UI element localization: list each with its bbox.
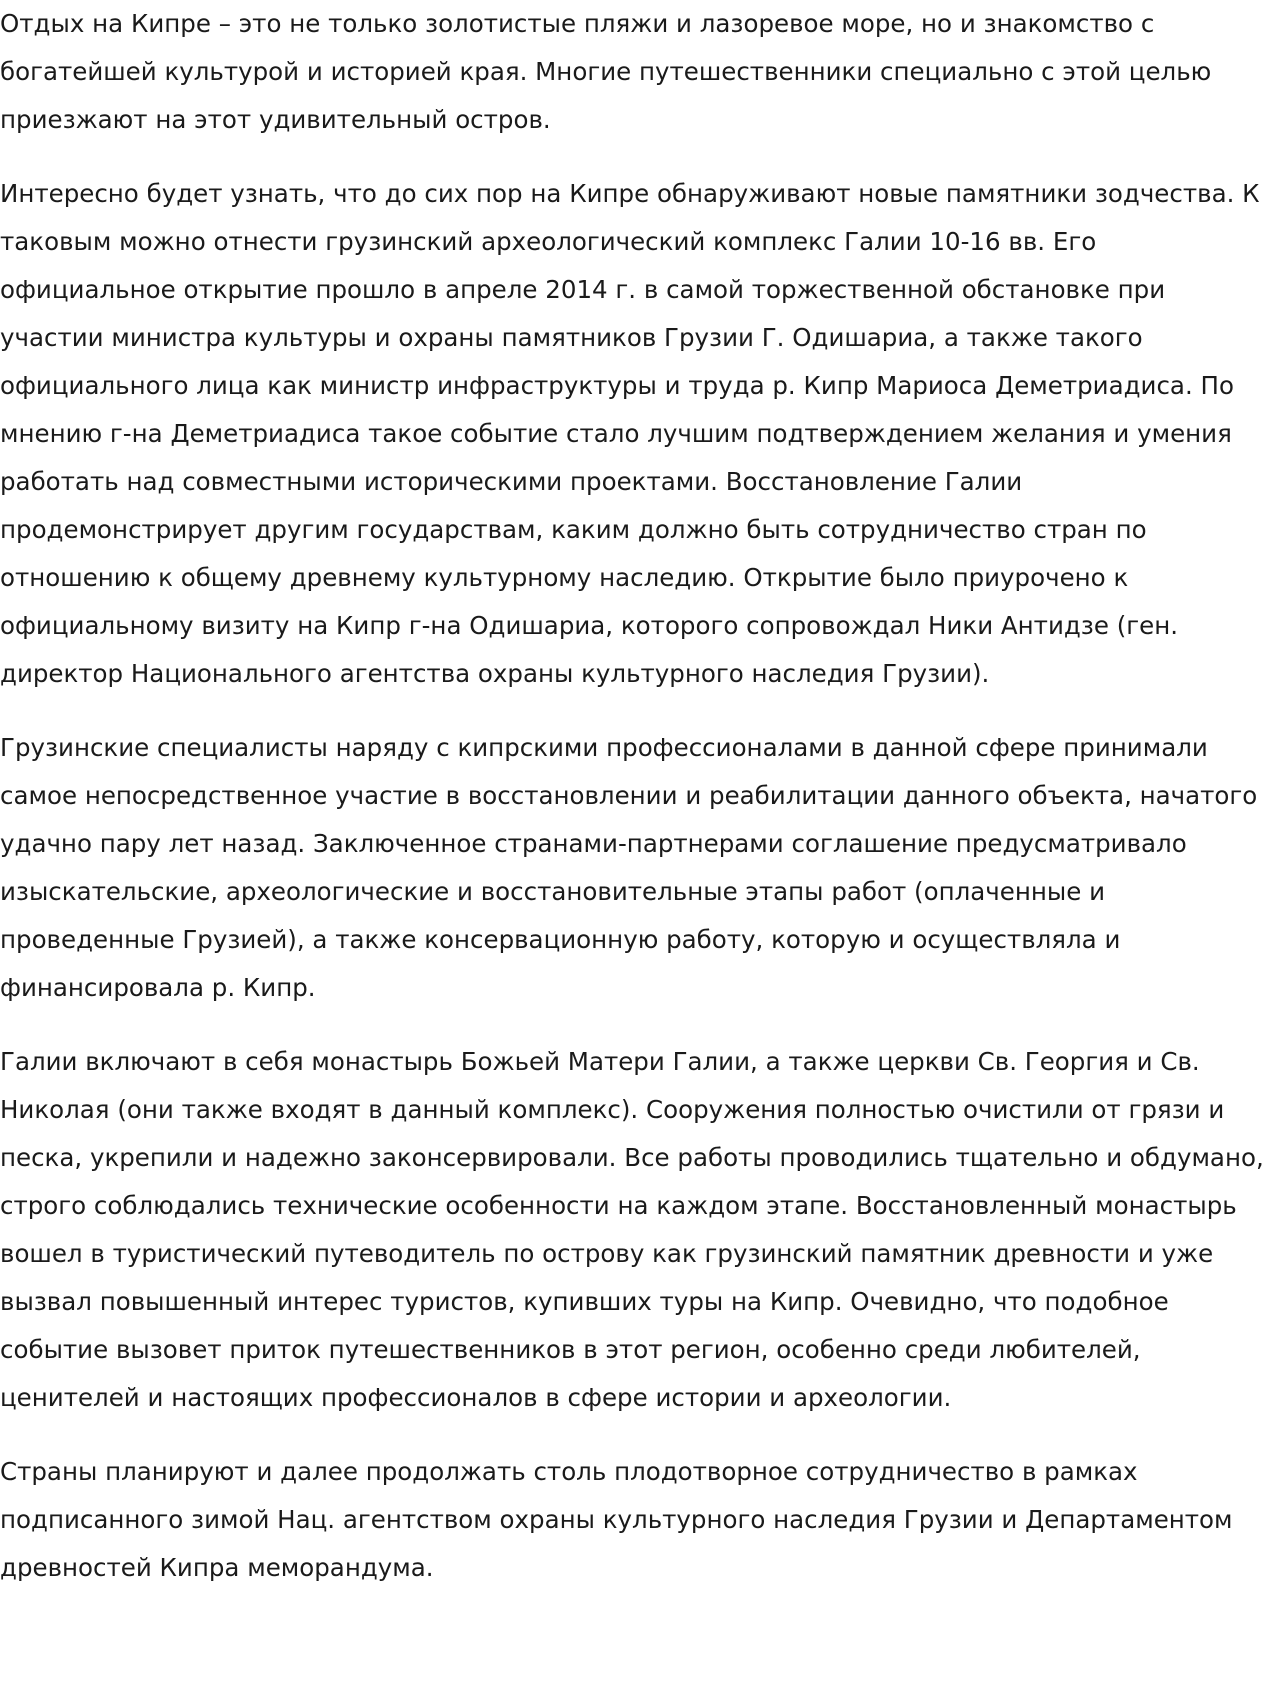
paragraph-galia-opening: Интересно будет узнать, что до сих пор на Кипре обнаруживают новые памятники зодчества. К таковым можно отнести грузинский археологический комплекс Галии 10-16 вв. Его официальное открытие прошло в апреле 2014 г. в самой торжественной обстановке при участии министра культуры и охраны памятников Грузии Г. Одишариа, а также такого официального лица как министр инфраструктуры и труда р. Кипр Мариоса Деметриадиса. По мнению г-на Деметриадиса такое событие стало лучшим подтверждением желания и умения работать над совместными историческими проектами. Восстановление Галии продемонстрирует другим государствам, каким должно быть сотрудничество стран по отношению к общему древнему культурному наследию. Открытие было приурочено к официальному визиту на Кипр г-на Одишариа, которого сопровождал Ники Антидзе (ген. директор Национального агентства охраны культурного наследия Грузии). bbox=[0, 179, 1260, 688]
paragraph-intro: Отдых на Кипре – это не только золотистые пляжи и лазоревое море, но и знакомство с богатейшей культурой и историей края. Многие путешественники специально с этой целью приезжают на этот удивительный остров. bbox=[0, 9, 1212, 134]
paragraph-complex-description: Галии включают в себя монастырь Божьей Матери Галии, а также церкви Св. Георгия и Св. Николая (они также входят в данный комплекс). Сооружения полностью очистили от грязи и песка, укрепили и надежно законсервировали. Все работы проводились тщательно и обдумано, строго соблюдались технические особенности на каждом этапе. Восстановленный монастырь вошел в туристический путеводитель по острову как грузинский памятник древности и уже вызвал повышенный интерес туристов, купивших туры на Кипр. Очевидно, что подобное событие вызовет приток путешественников в этот регион, особенно среди любителей, ценителей и настоящих профессионалов в сфере истории и археологии. bbox=[0, 1047, 1264, 1412]
paragraph-restoration: Грузинские специалисты наряду с кипрскими профессионалами в данной сфере принимали самое непосредственное участие в восстановлении и реабилитации данного объекта, начатого удачно пару лет назад. Заключенное странами-партнерами соглашение предусматривало изыскательские, археологические и восстановительные этапы работ (оплаченные и проведенные Грузией), а также консервационную работу, которую и осуществляла и финансировала р. Кипр. bbox=[0, 733, 1258, 1002]
paragraph-future-cooperation: Страны планируют и далее продолжать столь плодотворное сотрудничество в рамках подписанного зимой Нац. агентством охраны культурного наследия Грузии и Департаментом древностей Кипра меморандума. bbox=[0, 1457, 1233, 1582]
